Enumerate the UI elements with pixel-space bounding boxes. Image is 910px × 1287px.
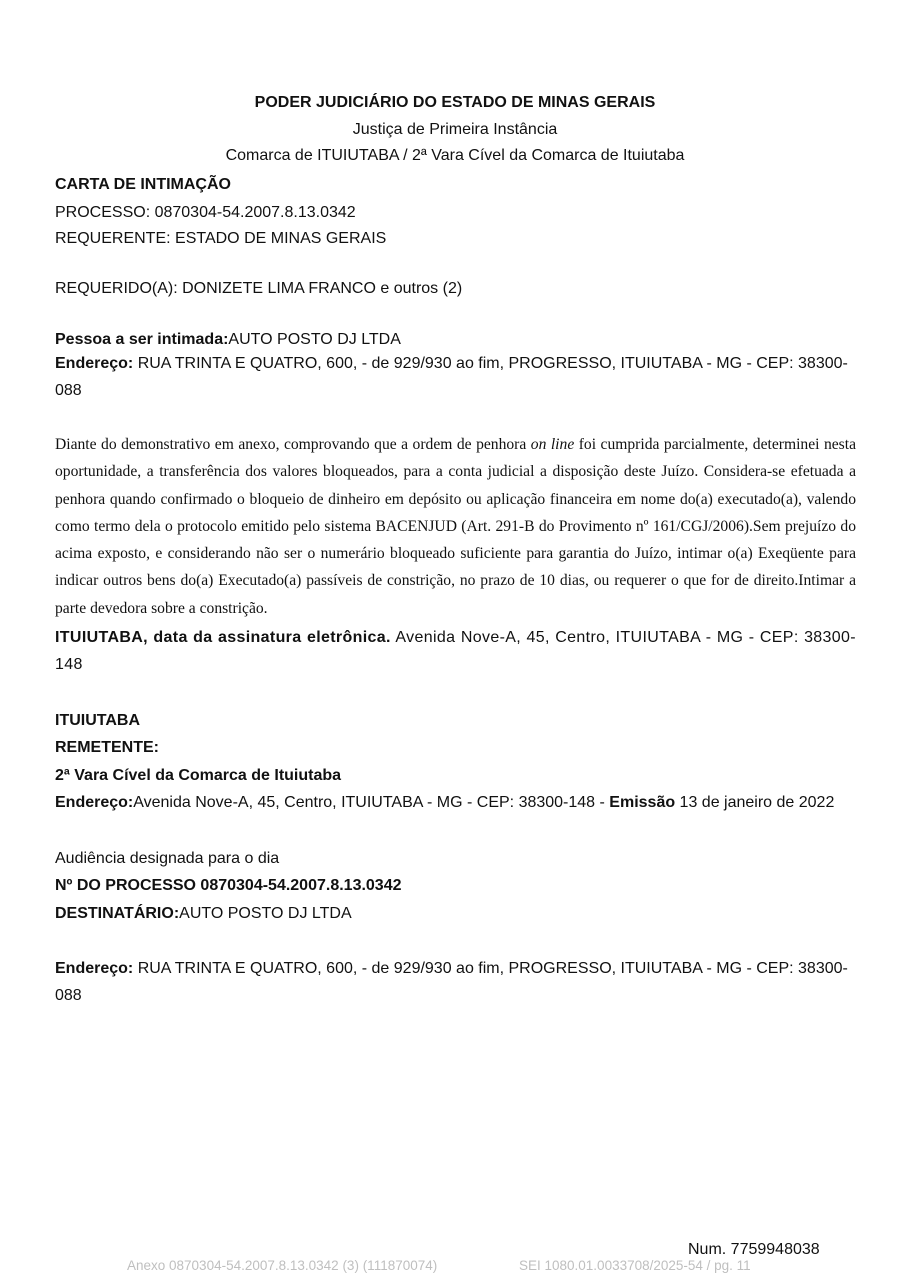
respondent-line: REQUERIDO(A): DONIZETE LIMA FRANCO e outros (2) xyxy=(55,280,463,297)
sender-address: Endereço:Avenida Nove-A, 45, Centro, ITUIUTABA - MG - CEP: 38300-148 - Emissão 13 de janeiro de 2022 xyxy=(55,794,835,811)
decision-paragraph: Diante do demonstrativo em anexo, comprovando que a ordem de penhora on line foi cumprida parcialmente, determinei nesta oportunidade, a transferência dos valores bloqueados, para a conta judicial a disposição deste Juízo. Considera-se efetuada a penhora quando confirmado o bloqueio de dinheiro em depósito ou aplicação financeira em nome do(a) executado(a), valendo como termo dela o protocolo emitido pelo sistema BACENJUD (Art. 291-B do Provimento nº 161/CGJ/2006).Sem prejuízo do acima exposto, e considerando não ser o numerário bloqueado suficiente para garantia do Juízo, intimar o(a) Exeqüente para indicar outros bens do(a) Executado(a) passíveis de constrição, no prazo de 10 dias, ou requerer o que for de direito.Intimar a parte devedora sobre a constrição. xyxy=(55,436,856,617)
sender-label: REMETENTE: xyxy=(55,739,159,756)
hearing-line: Audiência designada para o dia xyxy=(55,850,280,867)
sei-reference: SEI 1080.01.0033708/2025-54 / pg. 11 xyxy=(519,1258,751,1273)
district-header: Comarca de ITUIUTABA / 2ª Vara Cível da Comarca de Ituiutaba xyxy=(225,147,685,164)
notify-address: Endereço: RUA TRINTA E QUATRO, 600, - de 929/930 ao fim, PROGRESSO, ITUIUTABA - MG - CEP: 38300-088 xyxy=(55,355,848,399)
process-line: PROCESSO: 0870304-54.2007.8.13.0342 xyxy=(55,204,356,221)
recipient-address: Endereço: RUA TRINTA E QUATRO, 600, - de 929/930 ao fim, PROGRESSO, ITUIUTABA - MG - CEP: 38300-088 xyxy=(55,960,848,1004)
person-to-notify: Pessoa a ser intimada:AUTO POSTO DJ LTDA xyxy=(55,331,401,348)
recipient-line: DESTINATÁRIO:AUTO POSTO DJ LTDA xyxy=(55,905,352,922)
document-title: CARTA DE INTIMAÇÃO xyxy=(55,176,231,193)
sender-name: 2ª Vara Cível da Comarca de Ituiutaba xyxy=(55,767,342,784)
annex-reference: Anexo 0870304-54.2007.8.13.0342 (3) (111870074) xyxy=(127,1258,438,1273)
document-number: Num. 7759948038 xyxy=(688,1241,820,1258)
sender-city: ITUIUTABA xyxy=(55,712,141,729)
requester-line: REQUERENTE: ESTADO DE MINAS GERAIS xyxy=(55,230,387,247)
process-number: Nº DO PROCESSO 0870304-54.2007.8.13.0342 xyxy=(55,877,402,894)
court-header: PODER JUDICIÁRIO DO ESTADO DE MINAS GERAIS xyxy=(254,94,656,111)
signature-line: ITUIUTABA, data da assinatura eletrônica. Avenida Nove-A, 45, Centro, ITUIUTABA - MG - CEP: 38300-148 xyxy=(55,629,856,673)
instance-header: Justiça de Primeira Instância xyxy=(352,121,558,138)
